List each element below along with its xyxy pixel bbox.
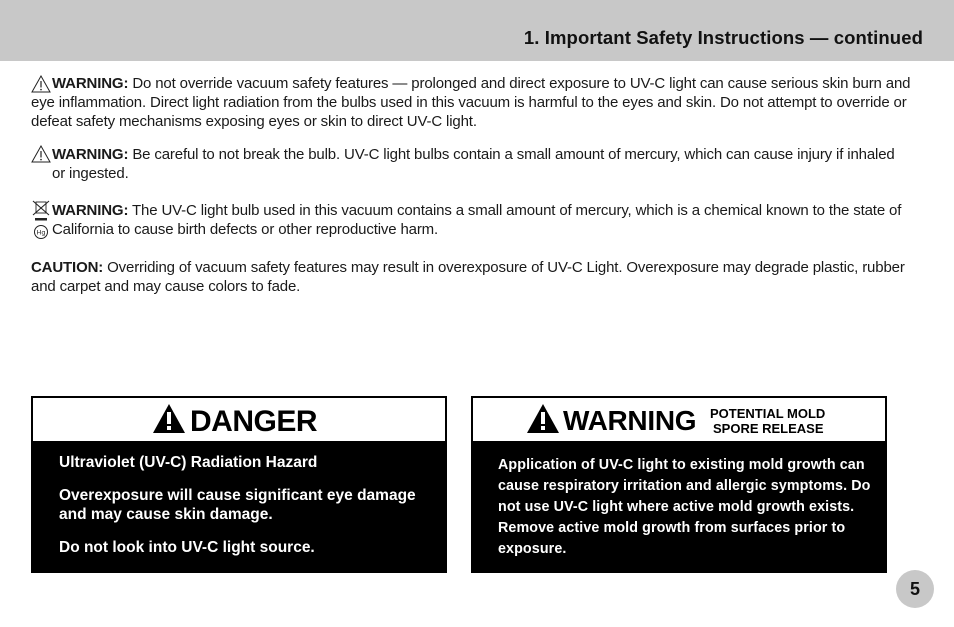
- danger-line: Overexposure will cause significant eye damage and may cause skin damage.: [59, 487, 416, 523]
- caution-text: Overriding of vacuum safety features may result in overexposure of UV-C Light. Overexposure may degrade plastic, rubber and carpet and may cause colors to fade.: [31, 259, 905, 295]
- warning-subtitle-line: POTENTIAL MOLD: [710, 406, 826, 421]
- warning-text: Do not override vacuum safety features — prolonged and direct exposure to UV-C light can cause serious skin burn and eye inflammation. Direct light radiation from the bulbs used in this vacuum is harmful to the eyes and skin. Do not attempt to override or defeat safety mechanisms exposing eyes or skin to direct UV-C light.: [31, 75, 911, 130]
- warning-label: WARNING:: [52, 202, 129, 219]
- warning-triangle-icon: [526, 403, 560, 434]
- warning-title: WARNING: [563, 405, 697, 436]
- warning-header: [473, 398, 885, 441]
- warning-subtitle: [710, 406, 825, 436]
- warning-paragraph-override: [31, 74, 911, 131]
- warning-box-text: Application of UV-C light to existing mold growth can cause respiratory irritation and allergic symptoms. Do not use UV-C light where active mold growth exists. Remove active mold growth from surfaces prior to exposure.: [498, 457, 871, 557]
- danger-label-box: [31, 396, 447, 573]
- warning-label: WARNING:: [52, 75, 129, 92]
- hg-symbol: Hg: [36, 228, 46, 237]
- danger-title: DANGER: [190, 405, 318, 438]
- warning-text: The UV-C light bulb used in this vacuum contains a small amount of mercury, which is a chemical known to the state of California to cause birth defects or other reproductive harm.: [52, 202, 902, 238]
- warning-paragraph-bulb: [31, 145, 911, 183]
- warning-label: WARNING:: [52, 146, 129, 163]
- danger-line: Ultraviolet (UV-C) Radiation Hazard: [59, 454, 318, 471]
- page-number: 5: [896, 570, 934, 608]
- warning-subtitle-line: SPORE RELEASE: [713, 421, 824, 436]
- danger-text: [59, 453, 429, 571]
- page-title: 1. Important Safety Instructions — continued: [523, 27, 923, 48]
- caution-paragraph: [31, 258, 911, 296]
- warning-label-box: [471, 396, 887, 573]
- warning-paragraph-mercury: [31, 201, 911, 239]
- danger-line: Do not look into UV-C light source.: [59, 539, 315, 556]
- warning-text: Be careful to not break the bulb. UV-C light bulbs contain a small amount of mercury, which can cause injury if inhaled or ingested.: [52, 146, 895, 182]
- danger-triangle-icon: [152, 403, 186, 434]
- caution-label: CAUTION:: [31, 259, 104, 276]
- danger-header: [33, 398, 445, 441]
